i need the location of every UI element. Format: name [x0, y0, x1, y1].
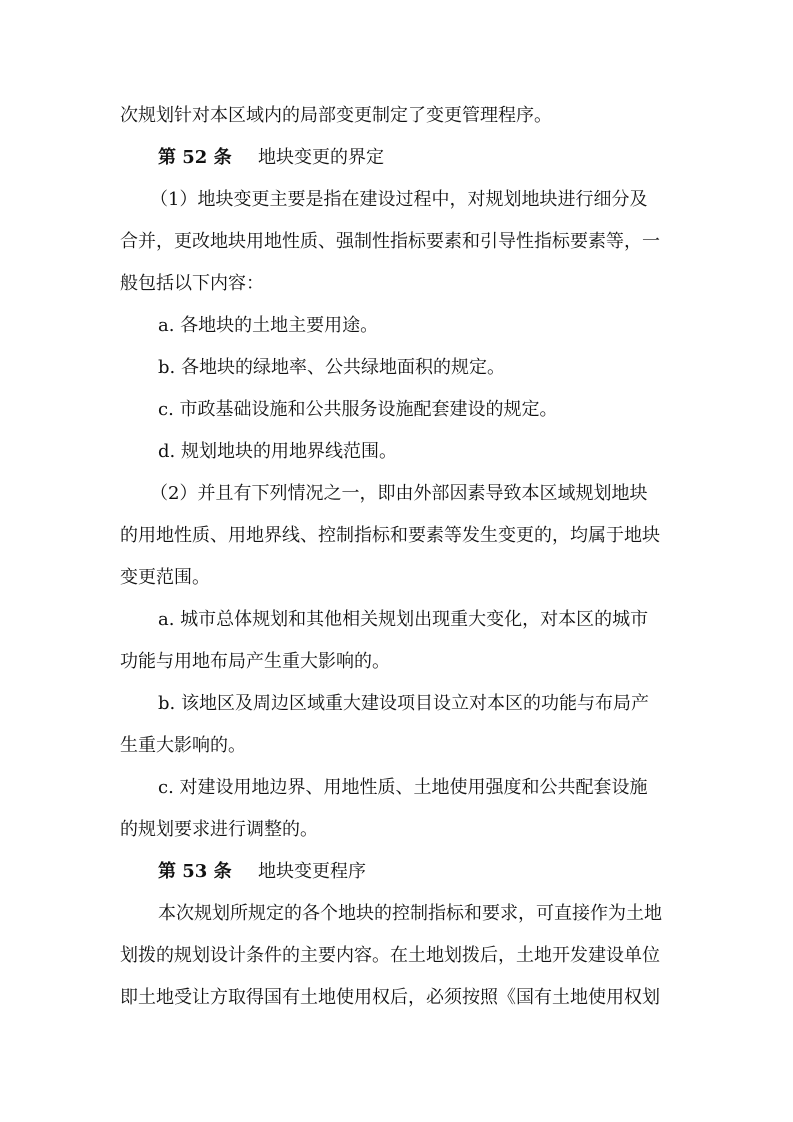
paragraph-line: （1）地块变更主要是指在建设过程中，对规划地块进行细分及 [150, 189, 648, 210]
list-item: b. 该地区及周边区域重大建设项目设立对本区的功能与布局产 [158, 693, 649, 714]
list-item-continuation: 生重大影响的。 [120, 735, 246, 756]
paragraph-line: 合并，更改地块用地性质、强制性指标要素和引导性指标要素等，一 [120, 231, 660, 252]
list-item: d. 规划地块的用地界线范围。 [158, 441, 397, 462]
list-item-continuation: 功能与用地布局产生重大影响的。 [120, 651, 390, 672]
list-item: a. 各地块的土地主要用途。 [158, 315, 379, 336]
article-title: 地块变更程序 [258, 861, 366, 882]
list-item-continuation: 的规划要求进行调整的。 [120, 819, 318, 840]
list-item: a. 城市总体规划和其他相关规划出现重大变化，对本区的城市 [158, 609, 649, 630]
paragraph-line: 即土地受让方取得国有土地使用权后，必须按照《国有土地使用权划 [120, 987, 660, 1008]
list-item: c. 对建设用地边界、用地性质、土地使用强度和公共配套设施 [158, 777, 648, 798]
paragraph-line: 的用地性质、用地界线、控制指标和要素等发生变更的，均属于地块 [120, 525, 660, 546]
article-title: 地块变更的界定 [258, 147, 384, 168]
paragraph-line: 般包括以下内容： [120, 273, 264, 294]
list-item: c. 市政基础设施和公共服务设施配套建设的规定。 [158, 399, 558, 420]
article-52-heading [158, 140, 384, 176]
list-item: b. 各地块的绿地率、公共绿地面积的规定。 [158, 357, 505, 378]
article-number: 第 53 条 [158, 861, 232, 882]
paragraph-line: 次规划针对本区域内的局部变更制定了变更管理程序。 [120, 105, 552, 126]
paragraph-line: 变更范围。 [120, 567, 210, 588]
paragraph-line: 划拨的规划设计条件的主要内容。在土地划拨后，土地开发建设单位 [120, 945, 660, 966]
article-53-heading [158, 854, 366, 890]
paragraph-line: （2）并且有下列情况之一，即由外部因素导致本区域规划地块 [150, 483, 648, 504]
article-number: 第 52 条 [158, 147, 232, 168]
paragraph-line: 本次规划所规定的各个地块的控制指标和要求，可直接作为土地 [158, 903, 662, 924]
